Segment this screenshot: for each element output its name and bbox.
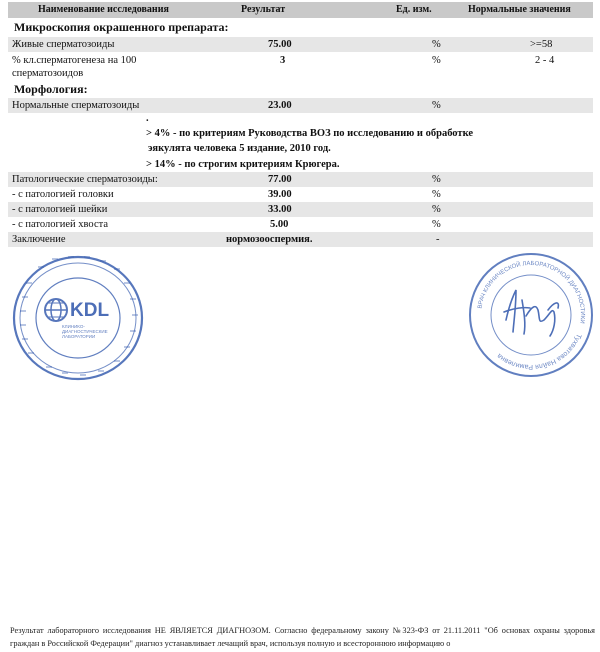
- row-name: Нормальные сперматозоиды: [12, 100, 140, 111]
- header-name: Наименование исследования: [38, 4, 169, 15]
- table-row-normal-sperm: [8, 98, 593, 113]
- note-kruger: > 14% - по строгим критериям Крюгера.: [146, 159, 340, 170]
- row-result: 77.00: [268, 174, 292, 185]
- row-norm: 2 - 4: [535, 55, 555, 66]
- row-result: 39.00: [268, 189, 292, 200]
- table-header: [8, 2, 593, 18]
- footer-disclaimer: Результат лабораторного исследования НЕ ЯВЛЯЕТСЯ ДИАГНОЗОМ. Согласно федеральному закону №323-ФЗ от 21.11.2011 "Об основах охраны здоровья граждан в Российской Федерации" диагноз устанавливает лечащий врач, используя полную и всестороннюю информацию о: [10, 626, 595, 648]
- table-row-conclusion: [8, 232, 593, 247]
- row-result: 75.00: [268, 39, 292, 50]
- header-unit: Ед. изм.: [396, 4, 432, 15]
- kdl-subtitle-1: КЛИНИКО-: [62, 324, 85, 329]
- row-result: 3: [280, 55, 286, 66]
- row-name: - с патологией головки: [12, 189, 114, 200]
- doctor-seal-stamp: [466, 250, 596, 383]
- row-unit: %: [432, 100, 441, 111]
- table-row-spermatogenesis: [8, 53, 593, 81]
- globe-icon: [45, 299, 67, 321]
- row-name: - с патологией хвоста: [12, 219, 108, 230]
- row-name-line2: сперматозоидов: [12, 68, 84, 79]
- note-who-line1: > 4% - по критериям Руководства ВОЗ по исследованию и обработке: [146, 128, 474, 139]
- row-unit: %: [432, 204, 441, 215]
- table-row-neck-pathology: [8, 202, 593, 217]
- row-unit: %: [432, 39, 441, 50]
- row-result: 5.00: [270, 219, 289, 230]
- section-morphology: [8, 82, 593, 97]
- lab-seal-graphic: [8, 248, 148, 388]
- signature-icon: [504, 290, 558, 336]
- row-unit: %: [432, 55, 441, 66]
- table-row-head-pathology: [8, 187, 593, 202]
- table-row-pathological: [8, 172, 593, 187]
- kdl-subtitle-3: ЛАБОРАТОРИИ: [62, 334, 96, 339]
- row-unit: %: [432, 174, 441, 185]
- row-result: 23.00: [268, 100, 292, 111]
- section-microscopy: [8, 20, 593, 35]
- doctor-seal-name-text: Тухватова Найля Рамилевна: [496, 332, 583, 371]
- note-who-line2: эякулята человека 5 издание, 2010 год.: [148, 143, 331, 154]
- row-name: Живые сперматозоиды: [12, 39, 115, 50]
- section-microscopy-title: Микроскопия окрашенного препарата:: [14, 20, 229, 34]
- row-norm: >=58: [530, 39, 553, 50]
- note-dot: .: [146, 113, 149, 124]
- doctor-seal-graphic: [466, 250, 596, 380]
- kdl-logo-text: KDL: [70, 300, 110, 321]
- table-row-live-sperm: [8, 37, 593, 52]
- row-result: 33.00: [268, 204, 292, 215]
- table-row-tail-pathology: [8, 217, 593, 232]
- row-unit: %: [432, 219, 441, 230]
- row-name: - с патологией шейки: [12, 204, 108, 215]
- lab-seal-stamp: [8, 248, 148, 391]
- doctor-seal-ring-text: ВРАЧ КЛИНИЧЕСКОЙ ЛАБОРАТОРНОЙ ДИАГНОСТИКИ: [477, 260, 586, 324]
- kdl-subtitle-2: ДИАГНОСТИЧЕСКИЕ: [62, 329, 108, 334]
- header-result: Результат: [241, 4, 286, 15]
- row-name: Заключение: [12, 234, 66, 245]
- row-result: нормозооспермия.: [226, 234, 313, 245]
- row-unit: %: [432, 189, 441, 200]
- header-norm: Нормальные значения: [468, 4, 571, 15]
- section-morphology-title: Морфология:: [14, 82, 88, 96]
- row-name: % кл.сперматогенеза на 100: [12, 55, 137, 66]
- row-unit: -: [436, 234, 440, 245]
- row-name: Патологические сперматозоиды:: [12, 174, 158, 185]
